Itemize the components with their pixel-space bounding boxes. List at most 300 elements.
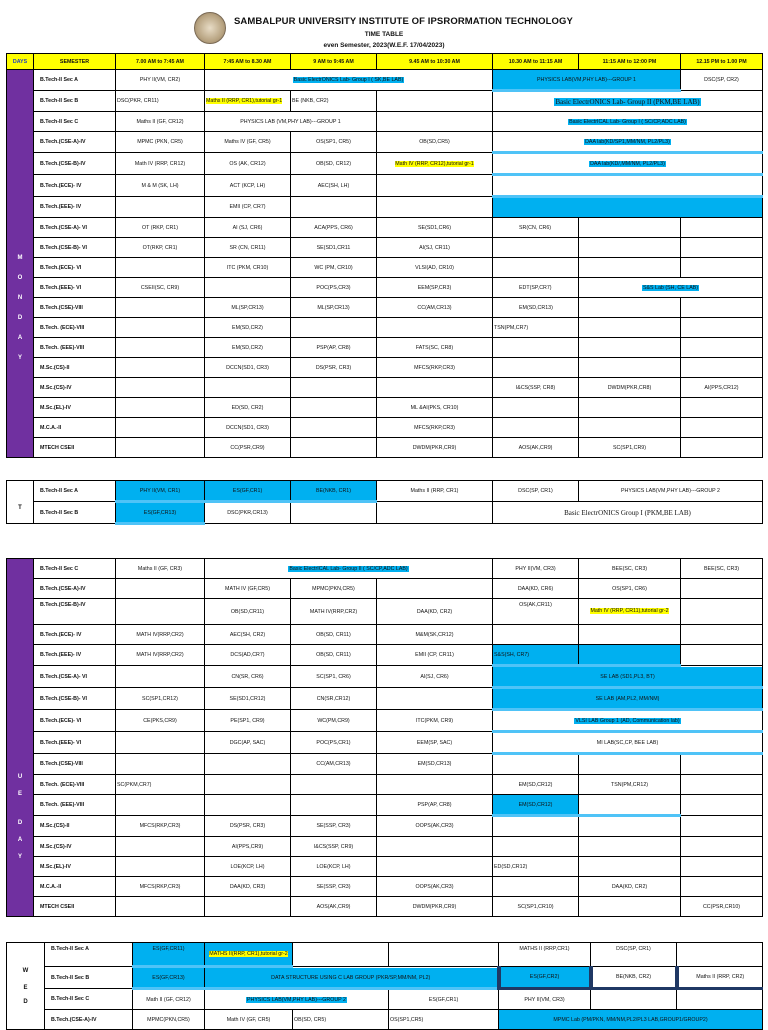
semester-label: B.Tech. (EEE)-VIII (34, 795, 116, 816)
class-cell: DGC(AP, SAC) (205, 732, 291, 754)
class-cell: OOPS(AK,CR3) (377, 877, 493, 897)
class-cell: OOPS(AK,CR3) (377, 816, 493, 837)
class-cell: FATS(SC, CR8) (377, 338, 493, 358)
class-cell: OS (AK, CR12) (205, 153, 291, 175)
table-row (7, 338, 763, 358)
class-cell (116, 318, 205, 338)
class-cell: DCS(AD,CR7) (205, 645, 291, 666)
class-cell (377, 91, 493, 112)
class-cell: Math II (GF, CR12) (133, 989, 205, 1010)
class-cell: MATHS II (RRP,CR1) (499, 943, 591, 967)
class-cell (116, 418, 205, 438)
class-cell (681, 837, 763, 857)
class-cell: MFCS(RKP,CR3) (116, 816, 205, 837)
class-cell: OT(RKP, CR1) (116, 238, 205, 258)
class-cell (377, 502, 493, 524)
lab-cell: DATA STRUCTURE USING C LAB GROUP (PKR/SP,MM/NM, PL2) (205, 967, 499, 989)
table-row (7, 153, 763, 175)
class-cell: EEM(SP, SAC) (377, 732, 493, 754)
class-cell (291, 378, 377, 398)
table-row (7, 378, 763, 398)
class-cell: PHY II(VM, CR2) (116, 70, 205, 91)
class-cell: MATHS II(RRP, CR1),tutorial gr-2 (205, 943, 293, 967)
semester-label: M.Sc.(EL)-IV (34, 398, 116, 418)
class-cell (116, 732, 205, 754)
semester-label: B.Tech-II Sec A (45, 943, 133, 967)
class-cell (493, 625, 579, 645)
class-cell (493, 238, 579, 258)
semester-label: B.Tech.(EEE)- IV (34, 197, 116, 218)
class-cell: BE (NKB, CR2) (291, 91, 377, 112)
semester-label: M.Sc.(CS)-IV (34, 378, 116, 398)
class-cell: Maths II (GF, CR3) (116, 559, 205, 579)
class-cell (377, 837, 493, 857)
class-cell: M & M (SK, LH) (116, 175, 205, 197)
table-row (7, 358, 763, 378)
semester-label: B.Tech.(ECE)- IV (34, 175, 116, 197)
semester-label: B.Tech.(CSE-B)-IV (34, 153, 116, 175)
university-seal-icon (194, 12, 226, 44)
class-cell (493, 358, 579, 378)
class-cell (677, 943, 763, 967)
class-cell: EEM(SP,CR3) (377, 278, 493, 298)
table-row (7, 298, 763, 318)
class-cell: AI(PPS,CR12) (681, 378, 763, 398)
class-cell (681, 418, 763, 438)
class-cell (389, 943, 499, 967)
col-slot-2: 7:45 AM to 8.30 AM (205, 54, 291, 70)
semester-label: B.Tech.(CSE-A)-IV (34, 132, 116, 153)
class-cell: ES(GF,CR13) (133, 967, 205, 989)
table-row (7, 877, 763, 897)
semester-label: B.Tech-II Sec A (34, 481, 116, 502)
class-cell: MPMC (PKN, CR5) (116, 132, 205, 153)
tuesday-timetable-part1 (6, 480, 763, 525)
class-cell: MFCS(RKP,CR3) (377, 358, 493, 378)
class-cell (681, 877, 763, 897)
class-cell: I&CS(SSP, CR9) (291, 837, 377, 857)
lab-cell: DAA lab(KD/SP1,MM/NM, PL2/PL3) (493, 132, 763, 153)
class-cell (377, 318, 493, 338)
table-row (7, 943, 763, 967)
class-cell: POC(PS,CR3) (291, 278, 377, 298)
semester-label: B.Tech. (ECE)-VIII (34, 318, 116, 338)
semester-label: M.Sc.(CS)-IV (34, 837, 116, 857)
lab-cell: VLSI LAB Group 1 (AD, Communication lab) (493, 710, 763, 732)
table-row (7, 688, 763, 710)
class-cell (681, 579, 763, 599)
table-row (7, 857, 763, 877)
class-cell (681, 358, 763, 378)
class-cell: DWDM(PKR,CR9) (377, 897, 493, 917)
class-cell: DWDM(PKR,CR8) (579, 378, 681, 398)
class-cell: SE(SSP, CR3) (291, 816, 377, 837)
class-cell (291, 795, 377, 816)
class-cell (116, 754, 205, 775)
class-cell (116, 258, 205, 278)
class-cell: S&S(SH, CR7) (493, 645, 579, 666)
class-cell: OB(SD,CR11) (205, 599, 291, 625)
class-cell (116, 897, 205, 917)
semester-label: B.Tech.(CSE)-VIII (34, 298, 116, 318)
class-cell: ML &AI(PKS, CR10) (377, 398, 493, 418)
class-cell: AEC(SH, CR2) (205, 625, 291, 645)
class-cell: CN(SR, CR6) (205, 666, 291, 688)
tuesday-timetable-part2 (6, 558, 763, 917)
class-cell: TSN(PM,CR7) (493, 318, 579, 338)
semester-label: B.Tech-II Sec B (34, 502, 116, 524)
class-cell (681, 754, 763, 775)
table-row (7, 897, 763, 917)
table-row (7, 645, 763, 666)
class-cell (377, 378, 493, 398)
class-cell: EDT(SP,CR7) (493, 278, 579, 298)
col-slot-7: 12.15 PM to 1.00 PM (681, 54, 763, 70)
class-cell (205, 754, 291, 775)
class-cell: Math IV (RRP, CR12) (116, 153, 205, 175)
semester-label: B.Tech.(EEE)- IV (34, 645, 116, 666)
lab-cell: SE LAB (AM,PL2, MM/NM) (493, 688, 763, 710)
class-cell (291, 502, 377, 524)
class-cell: OB(SD, CR11) (291, 625, 377, 645)
day-label-tuesday: U E D A Y (7, 559, 34, 917)
class-cell (579, 418, 681, 438)
class-cell: DAA(KD, CR2) (579, 877, 681, 897)
class-cell: OB(SD,CR5) (377, 132, 493, 153)
class-cell: EMII (CP, CR7) (205, 197, 291, 218)
class-cell: DSC(SP, CR1) (591, 943, 677, 967)
class-cell (579, 837, 681, 857)
class-cell: TSN(PM,CR12) (579, 775, 681, 795)
table-row (7, 398, 763, 418)
class-cell: Maths IV (GF, CR5) (205, 132, 291, 153)
class-cell: EM(SD,CR2) (205, 338, 291, 358)
column-header-row (7, 54, 763, 70)
class-cell: SE(SD1,CR6) (377, 218, 493, 238)
class-cell (681, 258, 763, 278)
lab-cell (493, 197, 763, 218)
semester-label: M.Sc.(EL)-IV (34, 857, 116, 877)
class-cell (493, 338, 579, 358)
semester-label: B.Tech-II Sec B (34, 91, 116, 112)
monday-timetable (6, 53, 763, 458)
class-cell: MATH IV(RRP,CR2) (291, 599, 377, 625)
class-cell: ES(GF,CR13) (116, 502, 205, 524)
class-cell: Maths II (RRP, CR1) (377, 481, 493, 502)
table-row (7, 837, 763, 857)
semester-label: M.C.A.-II (34, 877, 116, 897)
class-cell: SC(SP1, CR6) (291, 666, 377, 688)
class-cell (681, 238, 763, 258)
table-row (7, 967, 763, 989)
class-cell: DSC(SP, CR1) (493, 481, 579, 502)
lab-cell: Basic ElectrICAL Lab- Group II ( SC/CP,ADC LAB) (205, 559, 493, 579)
table-row (7, 197, 763, 218)
lab-cell: PHYSICS LAB(VM,PHY LAB)---GROUP 1 (493, 70, 681, 91)
class-cell: AI(SJ, CR11) (377, 238, 493, 258)
class-cell: CSEII(SC, CR9) (116, 278, 205, 298)
day-label-wednesday: W E D (7, 943, 45, 1030)
table-row (7, 238, 763, 258)
class-cell: DAA(KD, CR6) (493, 579, 579, 599)
class-cell: CN(SR,CR12) (291, 688, 377, 710)
class-cell: LOE(KCP, LH) (291, 857, 377, 877)
lab-cell: SE LAB (SD1,PL3, BT) (493, 666, 763, 688)
class-cell: OB(SD, CR5) (293, 1010, 389, 1030)
col-semester: SEMESTER (34, 54, 116, 70)
class-cell (377, 688, 493, 710)
class-cell: Math IV (RRP, CR12),tutorial gr-1 (377, 153, 493, 175)
class-cell: BEE(SC, CR3) (579, 559, 681, 579)
class-cell (116, 599, 205, 625)
table-row (7, 625, 763, 645)
semester-label: B.Tech-II Sec B (45, 967, 133, 989)
class-cell (681, 218, 763, 238)
class-cell: AI(PPS,CR9) (205, 837, 291, 857)
semester-label: B.Tech.(ECE)- IV (34, 625, 116, 645)
class-cell: AEC(SH, LH) (291, 175, 377, 197)
class-cell: DAA(KD, CR2) (377, 599, 493, 625)
class-cell (116, 795, 205, 816)
table-row (7, 732, 763, 754)
table-row (7, 218, 763, 238)
class-cell: OS(SP1, CR6) (579, 579, 681, 599)
table-row (7, 816, 763, 837)
lab-cell: DAA lab(KD/,MM/NM, PL2/PL3) (493, 153, 763, 175)
lab-cell: PHYSICS LAB(VM,PHY LAB)---GROUP 2 (205, 989, 389, 1010)
wednesday-timetable (6, 942, 763, 1030)
table-row (7, 318, 763, 338)
class-cell (579, 398, 681, 418)
class-cell (377, 857, 493, 877)
table-row (7, 754, 763, 775)
class-cell (116, 857, 205, 877)
semester-label: B.Tech.(CSE-B)-IV (34, 599, 116, 625)
class-cell: ES(GF,CR2) (499, 967, 591, 989)
class-cell: WC(PM,CR9) (291, 710, 377, 732)
table-row (7, 481, 763, 502)
class-cell (293, 943, 389, 967)
class-cell (677, 989, 763, 1010)
lab-cell: Basic ElectrONICS Lab- Group I ( SK,BE LAB) (205, 70, 493, 91)
class-cell: BE(NKB, CR1) (291, 481, 377, 502)
table-row (7, 775, 763, 795)
class-cell (205, 378, 291, 398)
table-row (7, 258, 763, 278)
table-row (7, 70, 763, 91)
class-cell: ACT (KCP, LH) (205, 175, 291, 197)
class-cell (579, 318, 681, 338)
table-row (7, 599, 763, 625)
class-cell: MFCS(RKP,CR3) (377, 418, 493, 438)
class-cell: PHY II(VM, CR1) (116, 481, 205, 502)
class-cell (291, 438, 377, 458)
class-cell: EM(SD,CR13) (493, 298, 579, 318)
class-cell: CC(PSR,CR9) (205, 438, 291, 458)
class-cell: SE(SD1,CR11 (291, 238, 377, 258)
class-cell: PHY II(VM, CR3) (499, 989, 591, 1010)
class-cell (579, 795, 681, 816)
class-cell (493, 837, 579, 857)
class-cell (493, 816, 579, 837)
class-cell: BE(NKB, CR2) (591, 967, 677, 989)
class-cell (681, 645, 763, 666)
class-cell: Math IV (GF, CR5) (205, 1010, 293, 1030)
class-cell: AOS(AK,CR9) (493, 438, 579, 458)
lab-cell: PHYSICS LAB(VM,PHY LAB)---GROUP 2 (579, 481, 763, 502)
class-cell (377, 112, 493, 132)
class-cell: EM(SD,CR12) (493, 775, 579, 795)
class-cell: MATH IV(RRP,CR2) (116, 645, 205, 666)
semester-label: M.Sc.(CS)-II (34, 358, 116, 378)
class-cell (205, 775, 291, 795)
class-cell: CC(AM,CR13) (291, 754, 377, 775)
class-cell (116, 338, 205, 358)
class-cell: AI (SJ, CR6) (205, 218, 291, 238)
col-days: DAYS (7, 54, 34, 70)
class-cell (493, 754, 579, 775)
col-slot-3: 9 AM to 9:45 AM (291, 54, 377, 70)
class-cell: SC(SP1,CR9) (579, 438, 681, 458)
table-row (7, 1010, 763, 1030)
table-row (7, 438, 763, 458)
class-cell (205, 795, 291, 816)
class-cell (579, 897, 681, 917)
class-cell (579, 857, 681, 877)
class-cell: MPMC(PKN,CR5) (133, 1010, 205, 1030)
class-cell (116, 837, 205, 857)
page-header (0, 0, 768, 56)
class-cell (493, 877, 579, 897)
class-cell (579, 218, 681, 238)
class-cell: DCCN(SD1, CR3) (205, 358, 291, 378)
document-subtitle: even Semester, 2023(W.E.F. 17/04/2023) (323, 42, 445, 49)
class-cell (377, 775, 493, 795)
class-cell: EM(SD,CR13) (377, 754, 493, 775)
col-slot-5: 10.30 AM to 11:15 AM (493, 54, 579, 70)
class-cell: SR(CN, CR6) (493, 218, 579, 238)
semester-label: B.Tech.(CSE-A)- VI (34, 666, 116, 688)
class-cell (116, 378, 205, 398)
semester-label: MTECH CSEII (34, 897, 116, 917)
class-cell (116, 298, 205, 318)
semester-label: B.Tech.(CSE-B)- VI (34, 238, 116, 258)
class-cell: Math IV (RRP, CR11),tutorial gr-2 (579, 599, 681, 625)
class-cell: DSC(PKR, CR11) (116, 91, 205, 112)
class-cell (681, 816, 763, 837)
table-row (7, 112, 763, 132)
class-cell: ITC(PKM, CR9) (377, 710, 493, 732)
class-cell (681, 599, 763, 625)
class-cell: OB(SD, CR12) (291, 153, 377, 175)
day-label-tuesday-start: T (7, 481, 34, 524)
class-cell: SE(SSP, CR3) (291, 877, 377, 897)
lab-cell (579, 645, 681, 666)
class-cell (291, 197, 377, 218)
class-cell (116, 666, 205, 688)
class-cell: Maths II (GF, CR12) (116, 112, 205, 132)
class-cell: CC(PSR,CR10) (681, 897, 763, 917)
table-row (7, 91, 763, 112)
class-cell: DS(PSR, CR3) (291, 358, 377, 378)
class-cell (681, 338, 763, 358)
class-cell (377, 197, 493, 218)
class-cell (579, 238, 681, 258)
lab-cell: Basic ElectrONICS Group I (PKM,BE LAB) (493, 502, 763, 524)
class-cell: OS(AK,CR11) (493, 599, 579, 625)
class-cell: MFCS(RKP,CR3) (116, 877, 205, 897)
class-cell: OT (RKP, CR1) (116, 218, 205, 238)
class-cell (116, 197, 205, 218)
class-cell (579, 754, 681, 775)
class-cell: ES(GF,CR11) (133, 943, 205, 967)
class-cell (377, 175, 493, 197)
semester-label: B.Tech.(ECE)- VI (34, 710, 116, 732)
class-cell (377, 579, 493, 599)
semester-label: B.Tech.(CSE-B)- VI (34, 688, 116, 710)
class-cell: PE(SP1, CR9) (205, 710, 291, 732)
table-row (7, 418, 763, 438)
class-cell: I&CS(SSP, CR8) (493, 378, 579, 398)
table-row (7, 132, 763, 153)
class-cell: ED(SD,CR12) (493, 857, 579, 877)
class-cell (116, 398, 205, 418)
class-cell: OS(SP1, CR5) (291, 132, 377, 153)
table-row (7, 989, 763, 1010)
class-cell (579, 816, 681, 837)
class-cell (681, 857, 763, 877)
class-cell: POC(PS,CR1) (291, 732, 377, 754)
semester-label: B.Tech.(ECE)- VI (34, 258, 116, 278)
class-cell (291, 398, 377, 418)
semester-label: B.Tech.(CSE-A)-IV (45, 1010, 133, 1030)
day-label-monday: M O N D A Y (7, 70, 34, 458)
class-cell: OB(SD, CR11) (291, 645, 377, 666)
class-cell: DAA(KD, CR3) (205, 877, 291, 897)
col-slot-6: 11:15 AM to 12:00 PM (579, 54, 681, 70)
lab-cell: Basic ElectrICAL Lab- Group I ( SC/CP,ADC LAB) (493, 112, 763, 132)
class-cell: Maths II (RRP, CR1),tutorial gr-1 (205, 91, 291, 112)
table-row (7, 579, 763, 599)
class-cell: DCCN(SD1, CR3) (205, 418, 291, 438)
semester-label: B.Tech-II Sec C (45, 989, 133, 1010)
class-cell (579, 358, 681, 378)
class-cell (681, 298, 763, 318)
class-cell (681, 318, 763, 338)
class-cell: SC(SP1,CR12) (116, 688, 205, 710)
class-cell: M&M(SK,CR12) (377, 625, 493, 645)
class-cell (116, 579, 205, 599)
class-cell: CE(PKS,CR9) (116, 710, 205, 732)
class-cell (591, 989, 677, 1010)
university-name: SAMBALPUR UNIVERSITY INSTITUTE OF IPSRORMATION TECHNOLOGY (234, 16, 573, 27)
semester-label: M.C.A.-II (34, 418, 116, 438)
class-cell: MATH IV(RRP,CR2) (116, 625, 205, 645)
class-cell (681, 795, 763, 816)
table-row (7, 502, 763, 524)
class-cell: EM(SD,CR2) (205, 318, 291, 338)
class-cell: SC(SP1,CR10) (493, 897, 579, 917)
col-slot-4: 9.45 AM to 10:30 AM (377, 54, 493, 70)
class-cell: DS(PSR, CR3) (205, 816, 291, 837)
class-cell (681, 398, 763, 418)
semester-label: B.Tech-II Sec A (34, 70, 116, 91)
class-cell: ES(GF,CR1) (205, 481, 291, 502)
class-cell: MATH IV (GF,CR5) (205, 579, 291, 599)
semester-label: B.Tech.(CSE)-VIII (34, 754, 116, 775)
lab-cell: MI LAB(SC,CP, BEE LAB) (493, 732, 763, 754)
lab-cell: PHYSICS LAB (VM,PHY LAB)---GROUP 1 (205, 112, 377, 132)
